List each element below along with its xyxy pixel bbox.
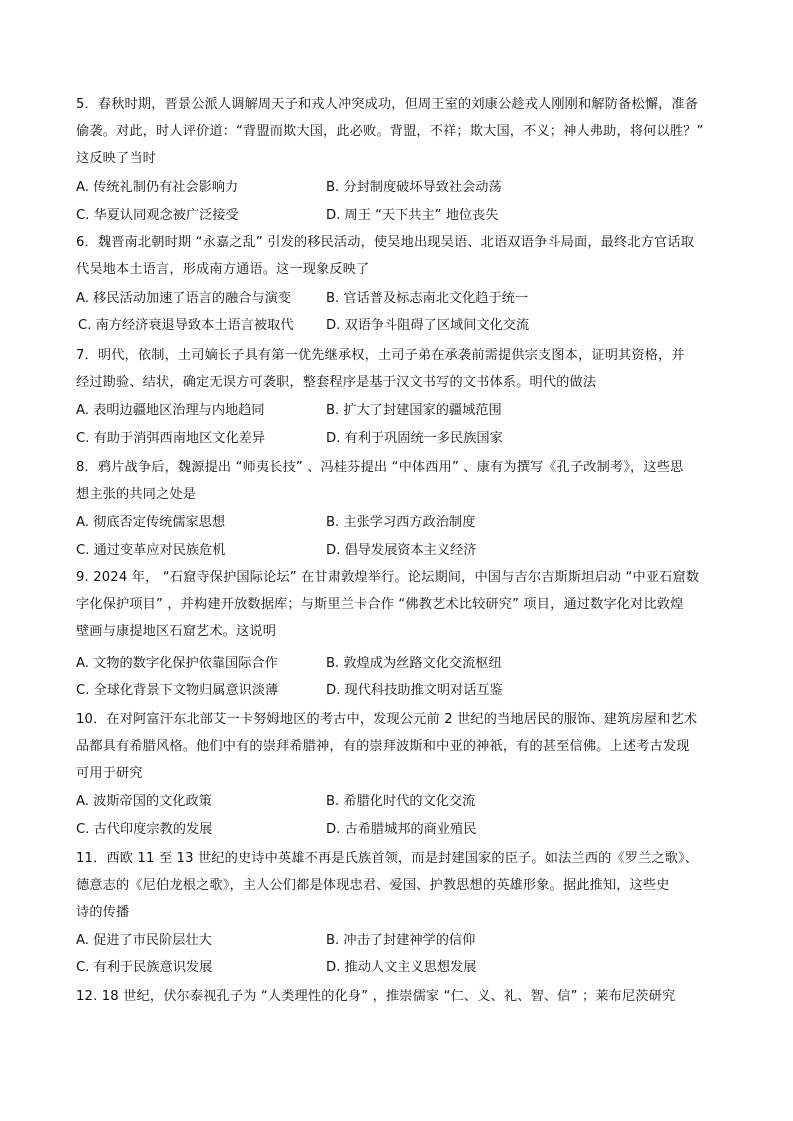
q6-option-b: B. 官话普及标志南北文化趋于统一: [326, 291, 529, 306]
q10-option-c: C. 古代印度宗教的发展: [76, 822, 213, 837]
q7-option-c: C. 有助于消弭西南地区文化差异: [76, 431, 266, 446]
q7-option-a: A. 表明边疆地区治理与内地趋同: [76, 403, 265, 418]
q8-line-2: 想主张的共同之处是: [76, 487, 197, 502]
q8-option-c: C. 通过变革应对民族危机: [76, 543, 226, 558]
q5-option-b: B. 分封制度破坏导致社会动荡: [326, 180, 502, 195]
q11-line-2: 德意志的《尼伯龙根之歌》，主人公们都是体现忠君、爱国、护教思想的英雄形象。据此推知，这些史: [76, 878, 670, 893]
q9-option-b: B. 敦煌成为丝路文化交流枢纽: [326, 656, 502, 671]
q7-option-b: B. 扩大了封建国家的疆域范围: [326, 403, 502, 418]
q6-option-a: A. 移民活动加速了语言的融合与演变: [76, 291, 291, 306]
q5-line-1: 5．春秋时期，晋景公派人调解周天子和戎人冲突成功，但周王室的刘康公趁戎人刚刚和解防备松懈，准备: [76, 97, 699, 112]
q6-line-1: 6．魏晋南北朝时期 “永嘉之乱” 引发的移民活动，使吴地出现吴语、北语双语争斗局面，最终北方官话取: [76, 235, 695, 250]
q10-line-1: 10．在对阿富汗东北部艾一卡努姆地区的考古中，发现公元前 2 世纪的当地居民的服饰、建筑房屋和艺术: [76, 712, 698, 727]
q9-option-a: A. 文物的数字化保护依靠国际合作: [76, 656, 278, 671]
q11-option-c: C. 有利于民族意识发展: [76, 960, 213, 975]
q10-option-d: D. 古希腊城邦的商业殖民: [326, 822, 477, 837]
q9-line-1: 9. 2024 年， “石窟寺保护国际论坛” 在甘肃敦煌举行。论坛期间，中国与吉尔吉斯斯坦启动 “中亚石窟数: [76, 570, 700, 585]
q10-option-a: A. 波斯帝国的文化政策: [76, 794, 212, 809]
q8-option-d: D. 倡导发展资本主义经济: [326, 543, 477, 558]
q11-option-d: D. 推动人文主义思想发展: [326, 960, 477, 975]
q11-line-1: 11．西欧 11 至 13 世纪的史诗中英雄不再是氏族首领，而是封建国家的臣子。如法兰西的《罗兰之歌》、: [76, 851, 699, 866]
q6-option-d: D. 双语争斗阻碍了区域间文化交流: [326, 318, 530, 333]
q6-line-2: 代吴地本土语言，形成南方通语。这一现象反映了: [76, 262, 370, 277]
q8-option-b: B. 主张学习西方政治制度: [326, 515, 476, 530]
q12-line-1: 12. 18 世纪，伏尔泰视孔子为 “人类理性的化身” ，推崇儒家 “仁、义、礼、智、信” ；莱布尼茨研究: [76, 989, 676, 1004]
q7-option-d: D. 有利于巩固统一多民族国家: [326, 431, 503, 446]
q6-option-c: C. 南方经济衰退导致本土语言被取代: [78, 318, 294, 333]
q9-option-c: C. 全球化背景下文物归属意识淡薄: [76, 683, 279, 698]
q10-line-2: 品都具有希腊风格。他们中有的崇拜希腊神，有的崇拜波斯和中亚的神祇，有的甚至信佛。上述考古发现: [76, 739, 690, 754]
q5-option-a: A. 传统礼制仍有社会影响力: [76, 180, 239, 195]
q7-line-2: 经过勘验、结状，确定无误方可袭职，整套程序是基于汉文书写的文书体系。明代的做法: [76, 375, 597, 390]
q9-line-2: 字化保护项目” ，并构建开放数据库；与斯里兰卡合作 “佛教艺术比较研究” 项目，通过数字化对比敦煌: [76, 597, 684, 612]
q10-line-3: 可用于研究: [76, 766, 143, 781]
q5-option-c: C. 华夏认同观念被广泛接受: [76, 208, 239, 223]
q11-option-a: A. 促进了市民阶层壮大: [76, 933, 212, 948]
q8-option-a: A. 彻底否定传统儒家思想: [76, 515, 226, 530]
q5-line-3: 这反映了当时: [76, 151, 157, 166]
q9-line-3: 壁画与康提地区石窟艺术。这说明: [76, 624, 277, 639]
q9-option-d: D. 现代科技助推文明对话互鉴: [326, 683, 503, 698]
q8-line-1: 8．鸦片战争后，魏源提出 “师夷长技” 、冯桂芬提出 “中体西用” 、康有为撰写《孔子改制考》，这些思: [76, 460, 684, 475]
q11-line-3: 诗的传播: [76, 905, 130, 920]
q10-option-b: B. 希腊化时代的文化交流: [326, 794, 476, 809]
q11-option-b: B. 冲击了封建神学的信仰: [326, 933, 476, 948]
q5-option-d: D. 周王 “天下共主” 地位丧失: [326, 208, 499, 223]
q7-line-1: 7．明代，依制，土司嫡长子具有第一优先继承权，土司子弟在承袭前需提供宗支图本，证明其资格，并: [76, 348, 685, 363]
q5-line-2: 偷袭。对此，时人评价道：“背盟而欺大国，此必败。背盟，不祥；欺大国，不义；神人弗助，将何以胜？”: [76, 124, 704, 139]
